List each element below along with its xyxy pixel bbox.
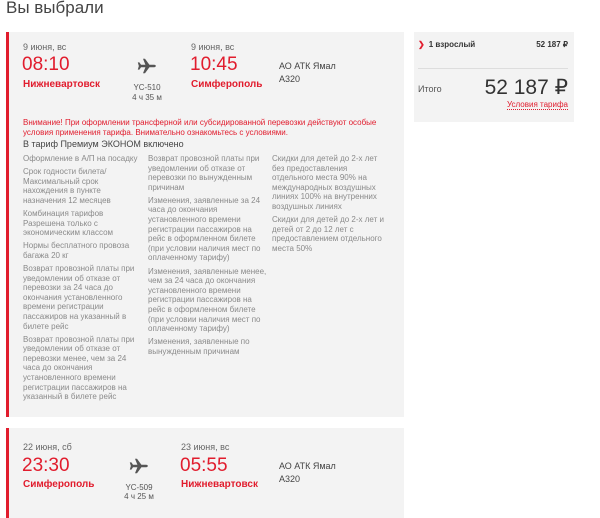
plane-icon: [129, 458, 149, 474]
airline-info: [279, 60, 336, 86]
airline-name: АО АТК Ямал: [279, 461, 336, 471]
conditions-column-2: [148, 154, 268, 360]
condition-item: Изменения, заявленные по вынужденным причинам: [148, 337, 250, 356]
passengers-toggle[interactable]: [418, 40, 475, 49]
passengers-label: 1 взрослый: [428, 40, 476, 49]
passengers-price: 52 187 ₽: [536, 40, 568, 49]
condition-item: Нормы бесплатного провоза багажа 20 кг: [23, 241, 130, 260]
airline-name: АО АТК Ямал: [279, 61, 336, 71]
condition-item: Скидки для детей до 2-х лет без предоставления отдельного места 90% на международных воздушных линиях 100% на внутренних воздушных линиях: [272, 154, 378, 211]
departure-city: Симферополь: [23, 479, 95, 490]
condition-item: Срок годности билета/ Максимальный срок нахождения в пункте назначения 12 месяцев: [23, 167, 111, 205]
condition-item: Возврат провозной платы при уведомлении об отказе от перевозки менее, чем за 24 часа до окончания установленного времени регистрации пассажиров на указанный в билете рейс: [23, 334, 135, 402]
chevron-right-icon: ❯: [418, 40, 425, 49]
conditions-column-3: [272, 154, 390, 257]
condition-item: Возврат провозной платы при уведомлении об отказе от перевозки за 24 часа до окончания установленного времени регистрации пассажиров на указанный в билете рейс: [23, 263, 135, 331]
aircraft-type: A320: [279, 74, 301, 84]
flight-number: YC-510: [133, 83, 161, 92]
condition-item: Скидки для детей до 2-х лет и детей от 2 до 12 лет с предоставлением отдельного места 50%: [272, 215, 384, 253]
condition-item: Изменения, заявленные за 24 часа до окончания установленного времени регистрации пассажиров на рейс в оформленном билете (при условии наличия мест по оплаченному тарифу): [148, 195, 261, 263]
return-flight-card: [6, 428, 404, 518]
arrival-date: 9 июня, вс: [191, 42, 235, 52]
arrival-city: Симферополь: [191, 79, 263, 90]
arrival-date: 23 июня, вс: [181, 442, 230, 452]
flight-duration: 4 ч 35 м: [132, 93, 162, 102]
condition-item: Оформление в А/П на посадку: [23, 154, 138, 163]
tariff-included-title: В тариф Премиум ЭКОНОМ включено: [23, 139, 184, 149]
departure-date: 22 июня, сб: [23, 442, 72, 452]
airline-info: [279, 460, 336, 486]
plane-icon: [137, 58, 157, 74]
divider: [418, 68, 568, 69]
departure-city: Нижневартовск: [23, 79, 100, 90]
outbound-flight-card: [6, 32, 404, 417]
aircraft-type: A320: [279, 474, 301, 484]
condition-item: Комбинация тарифов Разрешена только с экономическим классом: [23, 208, 114, 238]
condition-item: Изменения, заявленные менее, чем за 24 часа до окончания установленного времени регистрации пассажиров на рейс в оформленном билете (при условии наличия мест по оплаченному тарифу): [148, 266, 267, 334]
tariff-conditions-link[interactable]: Условия тарифа: [507, 100, 568, 109]
conditions-column-1: [23, 154, 141, 405]
flight-duration: 4 ч 25 м: [124, 492, 154, 501]
total-label: Итого: [418, 84, 442, 94]
condition-item: Возврат провозной платы при уведомлении об отказе от перевозки по вынужденным причинам: [148, 154, 260, 192]
total-price: 52 187 ₽: [484, 76, 568, 99]
departure-time: 23:30: [22, 455, 70, 476]
arrival-city: Нижневартовск: [181, 479, 258, 490]
departure-date: 9 июня, вс: [23, 42, 67, 52]
flight-number: YC-509: [125, 483, 153, 492]
price-summary: [414, 32, 574, 122]
tariff-warning: Внимание! При оформлении трансферной или субсидированной перевозки действуют особые условия применения тарифа. Внимательно ознакомьтесь с условиями.: [23, 118, 377, 137]
departure-time: 08:10: [22, 54, 70, 75]
arrival-time: 10:45: [190, 54, 238, 75]
arrival-time: 05:55: [180, 455, 228, 476]
page-title: Вы выбрали: [6, 0, 104, 17]
